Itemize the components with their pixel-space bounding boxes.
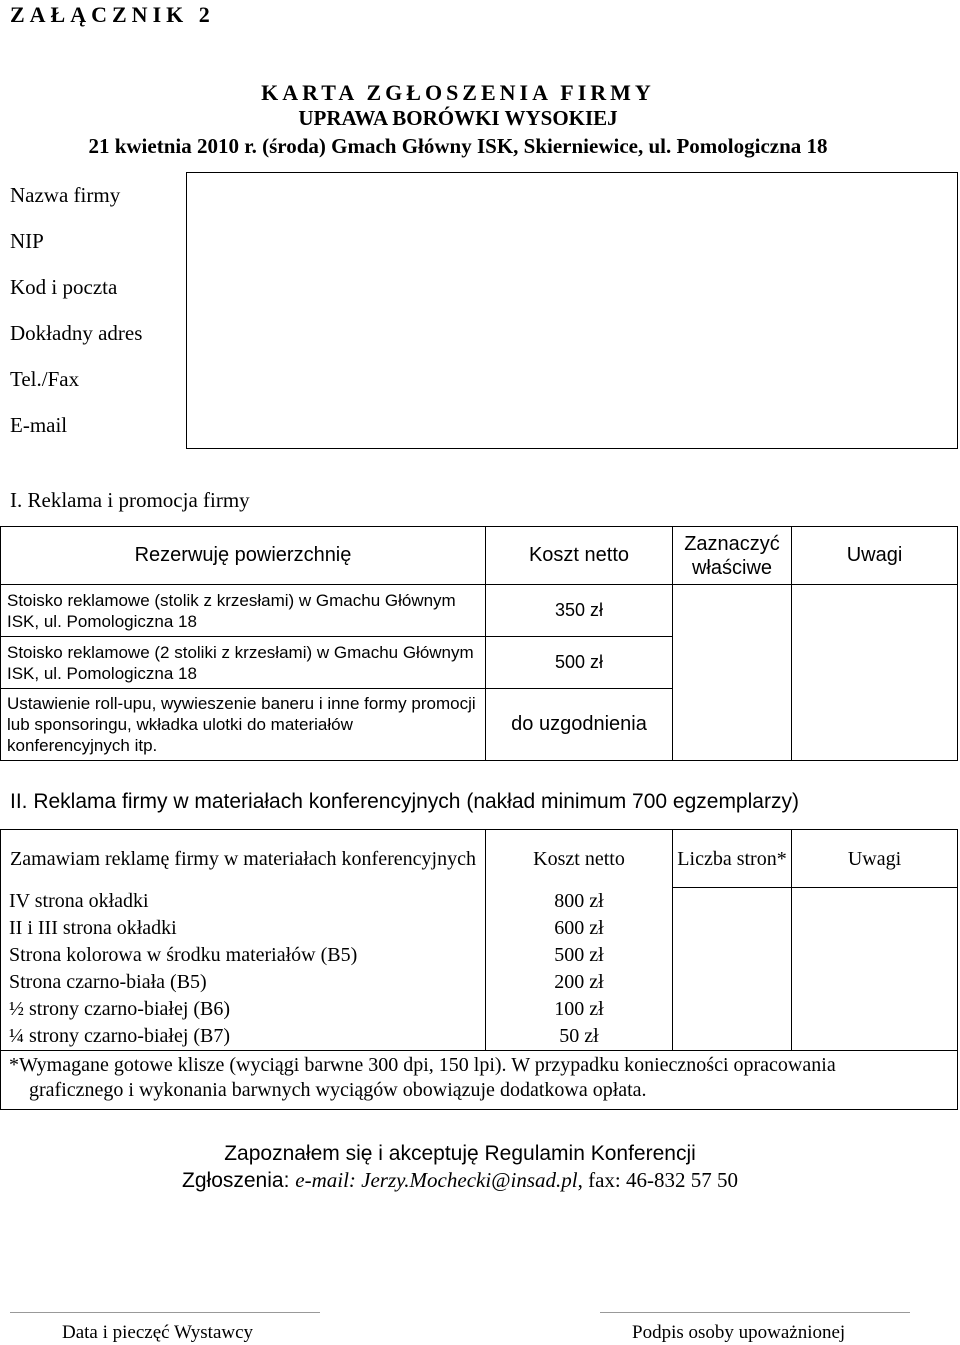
event-details: 21 kwietnia 2010 r. (środa) Gmach Główny ISK, Skierniewice, ul. Pomologiczna 18 [88, 134, 828, 158]
row-price: 100 zł [486, 996, 673, 1023]
footnote [1, 1050, 958, 1109]
field-label: Kod i poczta [0, 265, 187, 311]
row-item: Strona czarno-biała (B5) [1, 969, 486, 996]
pages-count-cell[interactable] [673, 888, 792, 1051]
section1-table [0, 526, 958, 761]
column-header: Uwagi [792, 527, 958, 585]
row-price: 600 zł [486, 915, 673, 942]
annex-label: ZAŁĄCZNIK 2 [10, 2, 215, 27]
signature-line-right [600, 1312, 910, 1313]
field-label: Tel./Fax [0, 357, 187, 403]
row-price: 200 zł [486, 969, 673, 996]
field-row-company-name [0, 173, 958, 219]
row-cost: do uzgodnienia [486, 689, 673, 761]
table-row [1, 585, 958, 637]
row-item: II i III strona okładki [1, 915, 486, 942]
table-header-row [1, 830, 958, 888]
row-cost: 500 zł [486, 637, 673, 689]
row-price: 50 zł [486, 1023, 673, 1051]
column-header: Uwagi [792, 830, 958, 888]
field-label: E-mail [0, 403, 187, 449]
row-price: 500 zł [486, 942, 673, 969]
section1-heading: I. Reklama i promocja firmy [10, 488, 250, 512]
field-label: NIP [0, 219, 187, 265]
table-row [1, 888, 958, 915]
contact-fax: , fax: 46-832 57 50 [577, 1168, 738, 1192]
form-title: KARTA ZGŁOSZENIA FIRMY [261, 80, 655, 105]
company-data-input-area[interactable] [187, 173, 958, 449]
field-label: Dokładny adres [0, 311, 187, 357]
contact-line [0, 1168, 920, 1193]
section2-table [0, 829, 958, 1110]
column-header: Liczba stron* [673, 830, 792, 888]
column-header: Zamawiam reklamę firmy w materiałach konferencyjnych [1, 830, 486, 888]
row-description: Stoisko reklamowe (2 stoliki z krzesłami) w Gmachu Głównym ISK, ul. Pomologiczna 18 [1, 637, 486, 689]
column-header: Koszt netto [486, 527, 673, 585]
row-item: ¼ strony czarno-białej (B7) [1, 1023, 486, 1051]
column-header: Rezerwuję powierzchnię [1, 527, 486, 585]
form-subtitle: UPRAWA BORÓWKI WYSOKIEJ [298, 106, 618, 130]
footnote-row [1, 1050, 958, 1109]
row-item: Strona kolorowa w środku materiałów (B5) [1, 942, 486, 969]
notes-cell[interactable] [792, 585, 958, 761]
contact-prefix: Zgłoszenia: [182, 1169, 296, 1192]
footnote-line-2: graficznego i wykonania barwnych wyciągów obowiązuje dodatkowa opłata. [29, 1078, 647, 1101]
row-item: IV strona okładki [1, 888, 486, 915]
select-cell[interactable] [673, 585, 792, 761]
footnote-line-1: *Wymagane gotowe klisze (wyciągi barwne 300 dpi, 150 lpi). W przypadku konieczności opracowania [9, 1053, 836, 1076]
signature-label-left: Data i pieczęć Wystawcy [62, 1322, 254, 1343]
table-header-row [1, 527, 958, 585]
row-item: ½ strony czarno-białej (B6) [1, 996, 486, 1023]
row-price: 800 zł [486, 888, 673, 915]
signature-line-left [10, 1312, 320, 1313]
row-description: Stoisko reklamowe (stolik z krzesłami) w Gmachu Głównym ISK, ul. Pomologiczna 18 [1, 585, 486, 637]
row-cost: 350 zł [486, 585, 673, 637]
email-link[interactable]: Jerzy.Mochecki@insad.pl [361, 1168, 578, 1192]
notes-cell[interactable] [792, 888, 958, 1051]
signature-label-right: Podpis osoby upoważnionej [632, 1322, 846, 1343]
column-header: Zaznaczyć właściwe [673, 527, 792, 585]
section2-heading: II. Reklama firmy w materiałach konferencyjnych (nakład minimum 700 egzemplarzy) [10, 790, 799, 813]
field-label: Nazwa firmy [0, 173, 187, 219]
terms-acceptance: Zapoznałem się i akceptuję Regulamin Konferencji [224, 1142, 696, 1165]
company-data-table [0, 172, 958, 449]
column-header: Koszt netto [486, 830, 673, 888]
email-label: e-mail: [295, 1168, 362, 1192]
row-description: Ustawienie roll-upu, wywieszenie baneru i inne formy promocji lub sponsoringu, wkładka ulotki do materiałów konferencyjnych itp. [1, 689, 486, 761]
